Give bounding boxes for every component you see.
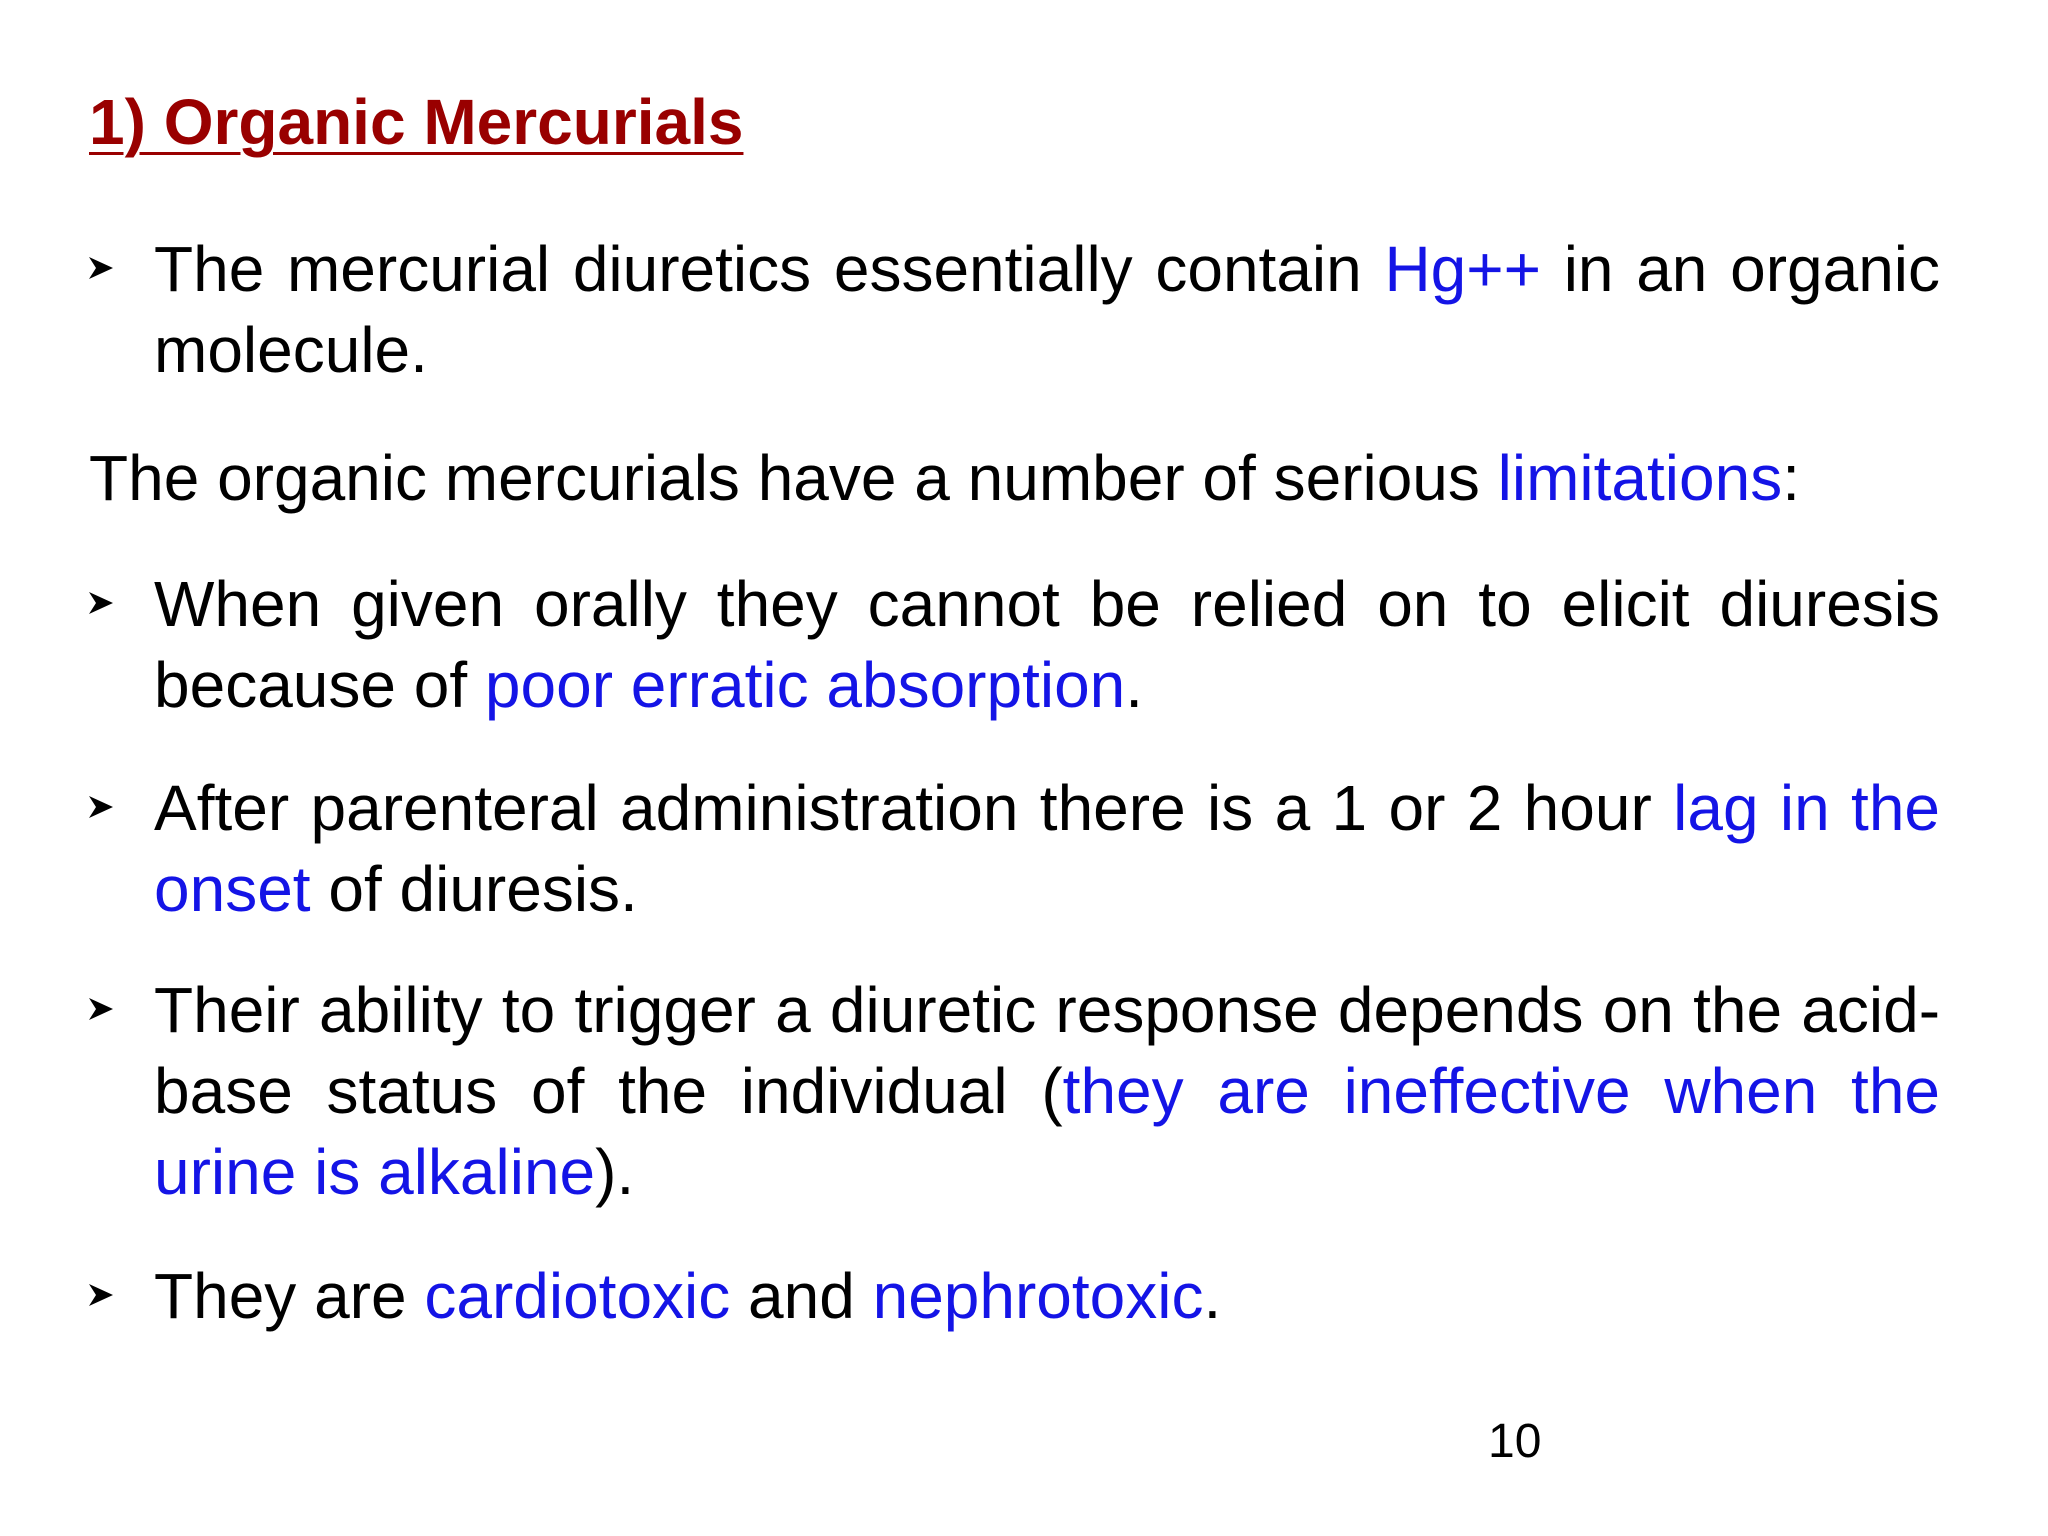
- arrowhead-bullet-icon: [89, 1284, 113, 1306]
- highlight-text: nephrotoxic: [872, 1260, 1204, 1332]
- arrowhead-bullet-icon: [89, 796, 113, 818]
- bullet-toxicity: [154, 1256, 1940, 1337]
- highlight-text: limitations: [1497, 442, 1783, 514]
- bullet-text: and: [730, 1260, 873, 1332]
- bullet-text: After parenteral administration there is a 1 or 2 hour: [154, 772, 1674, 844]
- bullet-text: .: [1203, 1260, 1222, 1332]
- bullet-text: When given orally they cannot be relied on to elicit diuresis because of: [154, 568, 1940, 721]
- highlight-text: cardiotoxic: [424, 1260, 731, 1332]
- arrowhead-bullet-icon: [89, 592, 113, 614]
- bullet-mercury-content: [154, 229, 1940, 391]
- bullet-text: .: [1125, 649, 1144, 721]
- highlight-text: they are ineffective when the urine is alkaline: [154, 1055, 1941, 1208]
- bullet-text: The mercurial diuretics essentially contain: [154, 233, 1385, 305]
- bullet-text: Their ability to trigger a diuretic response depends on the acid-base status of the individual (: [154, 974, 1940, 1127]
- page-number: 10: [1488, 1415, 1542, 1468]
- highlight-text: Hg++: [1384, 233, 1541, 305]
- bullet-text: ).: [595, 1136, 635, 1208]
- highlight-text: poor erratic absorption: [484, 649, 1126, 721]
- bullet-oral-absorption: [154, 564, 1940, 726]
- bullet-text: of diuresis.: [310, 853, 638, 925]
- limitations-intro: [89, 438, 1949, 519]
- highlight-text: lag in the onset: [154, 772, 1941, 925]
- slide-title: 1) Organic Mercurials: [89, 86, 744, 158]
- bullet-acid-base: [154, 970, 1940, 1213]
- bullet-text: They are: [154, 1260, 425, 1332]
- arrowhead-bullet-icon: [89, 998, 113, 1020]
- intro-text: The organic mercurials have a number of serious: [89, 442, 1498, 514]
- arrowhead-bullet-icon: [89, 257, 113, 279]
- intro-text: :: [1782, 442, 1800, 514]
- bullet-parenteral-lag: [154, 768, 1940, 930]
- bullet-text: in an organic molecule.: [154, 233, 1941, 386]
